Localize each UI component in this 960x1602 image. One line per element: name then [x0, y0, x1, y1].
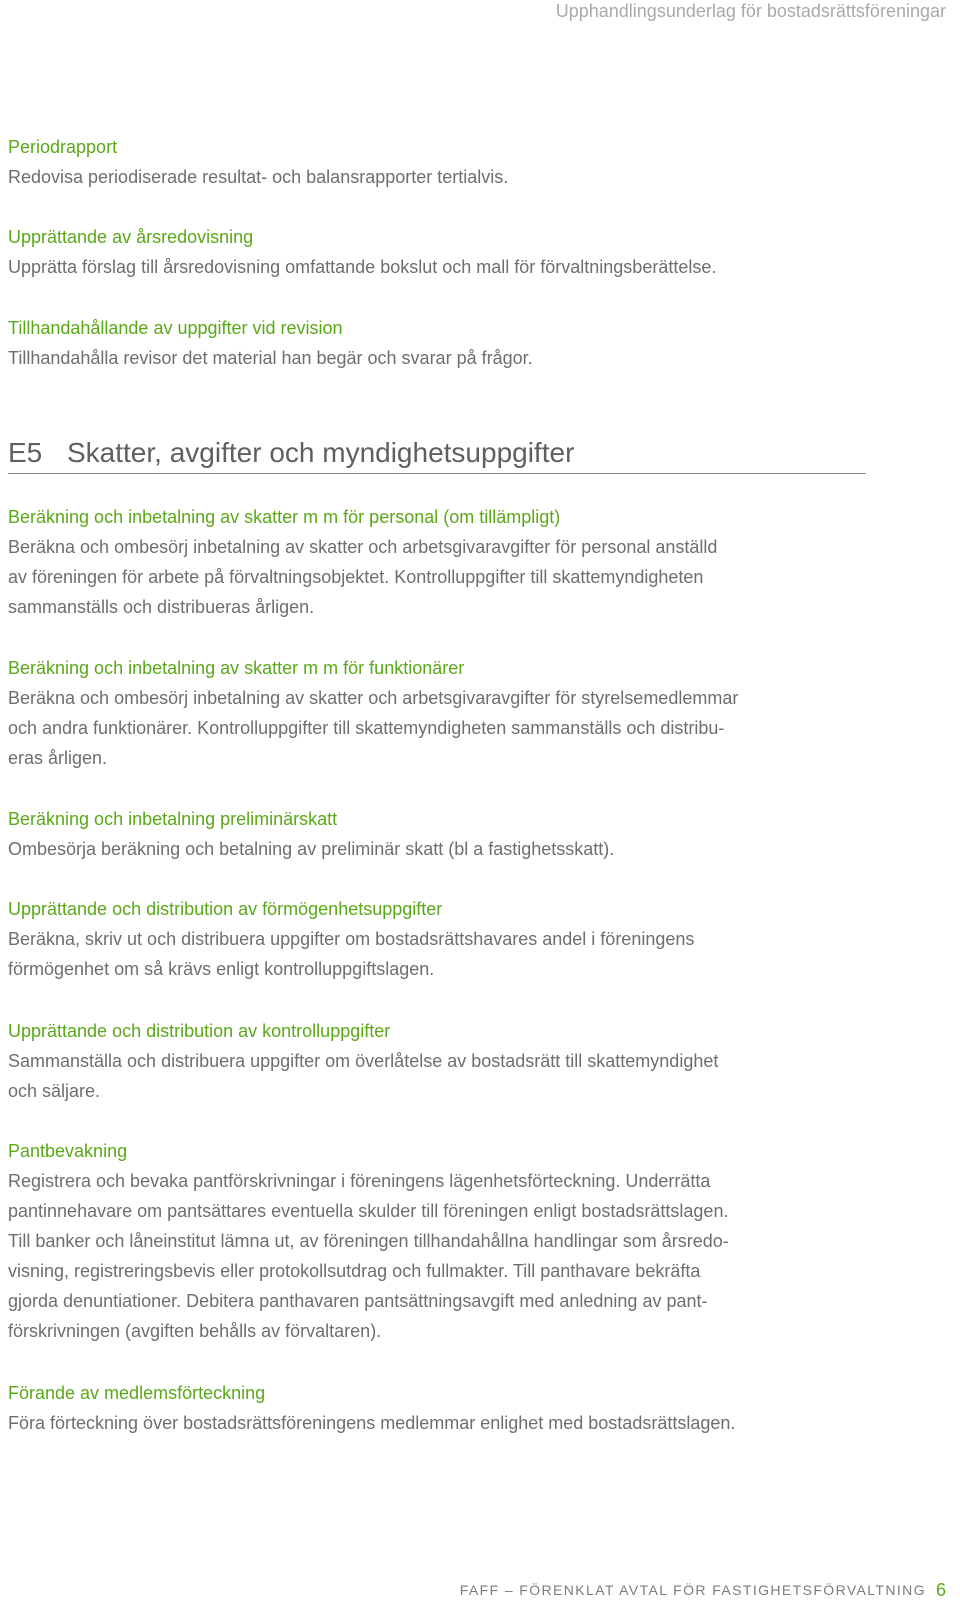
text-line: Föra förteckning över bostadsrättsföreningens medlemmar enlighet med bostadsrättslagen.: [8, 1413, 736, 1433]
entry-title: Beräkning och inbetalning av skatter m m för funktionärer: [8, 658, 465, 678]
entry-text: [8, 252, 868, 282]
section-code: E5: [8, 437, 43, 468]
entry-skatter-personal: [8, 502, 868, 622]
text-line: och andra funktionärer. Kontrolluppgifter till skattemyndigheten sammanställs och distribu-: [8, 718, 725, 738]
entry-title: Beräkning och inbetalning preliminärskatt: [8, 809, 338, 829]
page-number: 6: [935, 1580, 946, 1600]
text-line: eras årligen.: [8, 748, 108, 768]
text-line: sammanställs och distribueras årligen.: [8, 597, 315, 617]
running-header: Upphandlingsunderlag för bostadsrättsföreningar: [555, 1, 946, 21]
entry-title: Beräkning och inbetalning av skatter m m för personal (om tillämpligt): [8, 507, 561, 527]
footer-label: FAFF – FÖRENKLAT AVTAL FÖR FASTIGHETSFÖRVALTNING: [459, 1582, 926, 1598]
section-title: Skatter, avgifter och myndighetsuppgifter: [67, 437, 575, 468]
text-line: förskrivningen (avgiften behålls av förvaltaren).: [8, 1321, 382, 1341]
text-line: Till banker och låneinstitut lämna ut, av föreningen tillhandahållna handlingar som årsredo-: [8, 1231, 729, 1251]
text-line: gjorda denuntiationer. Debitera panthavaren pantsättningsavgift med anledning av pant-: [8, 1291, 708, 1311]
entry-text: [8, 162, 868, 192]
text-line: och säljare.: [8, 1081, 101, 1101]
text-line: Beräkna och ombesörj inbetalning av skatter och arbetsgivaravgifter för styrelsemedlemmar: [8, 688, 739, 708]
text-line: Sammanställa och distribuera uppgifter om överlåtelse av bostadsrätt till skattemyndighet: [8, 1051, 719, 1071]
entry-text: [8, 1408, 868, 1438]
text-line: Registrera och bevaka pantförskrivningar i föreningens lägenhetsförteckning. Underrätta: [8, 1171, 711, 1191]
entry-pantbevakning: [8, 1136, 868, 1346]
entry-title: Upprättande och distribution av förmögenhetsuppgifter: [8, 899, 443, 919]
entry-title: Pantbevakning: [8, 1141, 128, 1161]
text-line: Beräkna och ombesörj inbetalning av skatter och arbetsgivaravgifter för personal anställd: [8, 537, 718, 557]
text-line: förmögenhet om så krävs enligt kontrolluppgiftslagen.: [8, 959, 435, 979]
page-footer: [460, 1578, 946, 1602]
text-line: visning, registreringsbevis eller protokollsutdrag och fullmakter. Till panthavare bekräfta: [8, 1261, 701, 1281]
text-line: pantinnehavare om pantsättares eventuella skulder till föreningen enligt bostadsrättslagen.: [8, 1201, 729, 1221]
entry-revision: [8, 313, 868, 373]
text-line: Tillhandahålla revisor det material han begär och svarar på frågor.: [8, 348, 533, 368]
entry-text: [8, 532, 868, 622]
entry-text: [8, 1046, 868, 1106]
entry-title: Upprättande och distribution av kontrolluppgifter: [8, 1021, 391, 1041]
section-heading: [8, 433, 866, 474]
text-line: Upprätta förslag till årsredovisning omfattande bokslut och mall för förvaltningsberättelse.: [8, 257, 717, 277]
entry-medlemsforteckning: [8, 1378, 868, 1438]
entry-text: [8, 1166, 868, 1346]
text-line: Redovisa periodiserade resultat- och balansrapporter tertialvis.: [8, 167, 509, 187]
entry-preliminarskatt: [8, 804, 868, 864]
entry-text: [8, 924, 868, 984]
entry-text: [8, 834, 868, 864]
entry-text: [8, 343, 868, 373]
entry-title: Periodrapport: [8, 137, 118, 157]
text-line: av föreningen för arbete på förvaltningsobjektet. Kontrolluppgifter till skattemyndigheten: [8, 567, 704, 587]
entry-periodrapport: [8, 132, 868, 192]
entry-formogenhetsuppgifter: [8, 894, 868, 984]
entry-title: Tillhandahållande av uppgifter vid revision: [8, 318, 343, 338]
entry-arsredovisning: [8, 222, 868, 282]
entry-kontrolluppgifter: [8, 1016, 868, 1106]
text-line: Ombesörja beräkning och betalning av preliminär skatt (bl a fastighetsskatt).: [8, 839, 615, 859]
text-line: Beräkna, skriv ut och distribuera uppgifter om bostadsrättshavares andel i föreningens: [8, 929, 695, 949]
entry-title: Upprättande av årsredovisning: [8, 227, 254, 247]
entry-skatter-funktionarer: [8, 653, 868, 773]
entry-text: [8, 683, 868, 773]
entry-title: Förande av medlemsförteckning: [8, 1383, 266, 1403]
